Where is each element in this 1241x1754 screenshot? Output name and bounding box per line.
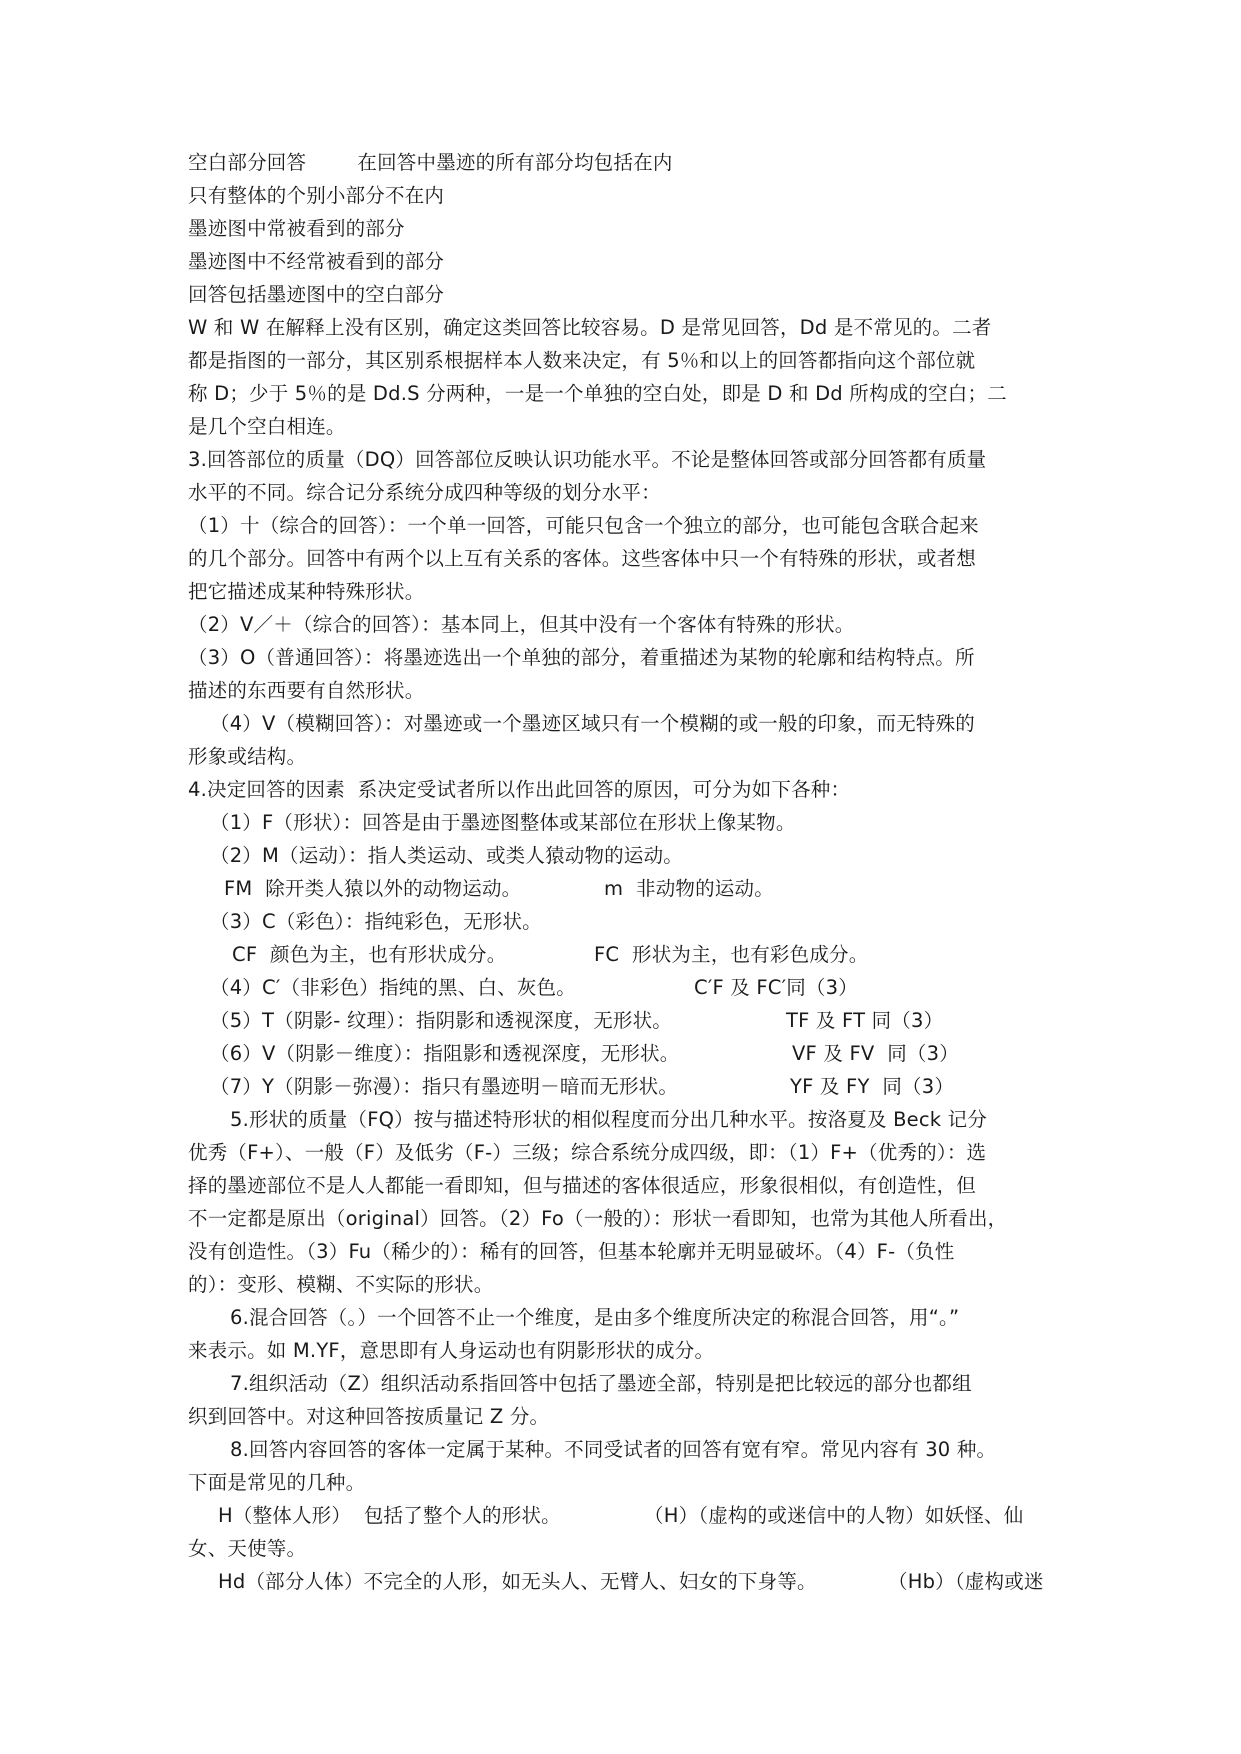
- text-line: 的几个部分。回答中有两个以上互有关系的客体。这些客体中只一个有特殊的形状，或者想: [188, 547, 977, 570]
- text-line: 只有整体的个别小部分不在内: [188, 184, 445, 207]
- text-line: 4.决定回答的因素 系决定受试者所以作出此回答的原因，可分为如下各种：: [188, 778, 851, 801]
- text-line: （H）（虚构的或迷信中的人物）如妖怪、仙: [644, 1504, 1024, 1527]
- text-line: （4）V（模糊回答）：对墨迹或一个墨迹区域只有一个模糊的或一般的印象，而无特殊的: [210, 712, 975, 735]
- text-line: 称 D；少于 5％的是 Dd.S 分两种，一是一个单独的空白处，即是 D 和 Dd 所构成的空白；二: [188, 382, 1007, 405]
- text-line: （1）十（综合的回答）：一个单一回答，可能只包含一个独立的部分，也可能包含联合起来: [188, 514, 979, 537]
- text-line: 的）：变形、模糊、不实际的形状。: [188, 1273, 494, 1296]
- text-line: C′F 及 FC′同（3）: [694, 976, 858, 999]
- text-line: （6）V（阴影－维度）：指阻影和透视深度，无形状。: [210, 1042, 680, 1065]
- text-line: 优秀（F+）、一般（F）及低劣（F-）三级；综合系统分成四级，即：（1）F+（优秀的）：选: [188, 1141, 987, 1164]
- text-line: 5.形状的质量（FQ）按与描述特形状的相似程度而分出几种水平。按洛夏及 Beck 记分: [230, 1108, 988, 1131]
- text-line: （2）M（运动）：指人类运动、或类人猿动物的运动。: [210, 844, 683, 867]
- text-line: 描述的东西要有自然形状。: [188, 679, 425, 702]
- text-line: CF 颜色为主，也有形状成分。: [232, 943, 507, 966]
- text-line: 织到回答中。对这种回答按质量记 Z 分。: [188, 1405, 550, 1428]
- text-line: 8.回答内容回答的客体一定属于某种。不同受试者的回答有宽有窄。常见内容有 30 种。: [230, 1438, 997, 1461]
- text-line: （2）V／＋（综合的回答）：基本同上，但其中没有一个客体有特殊的形状。: [188, 613, 855, 636]
- text-line: （Hb）（虚构或迷: [888, 1570, 1044, 1593]
- text-line: H（整体人形） 包括了整个人的形状。: [218, 1504, 561, 1527]
- text-line: FC 形状为主，也有彩色成分。: [594, 943, 869, 966]
- text-line: YF 及 FY 同（3）: [790, 1075, 955, 1098]
- text-line: 6.混合回答（。）一个回答不止一个维度，是由多个维度所决定的称混合回答，用“。”: [230, 1306, 960, 1329]
- text-line: Hd（部分人体）不完全的人形，如无头人、无臂人、妇女的下身等。: [218, 1570, 817, 1593]
- text-line: 把它描述成某种特殊形状。: [188, 580, 425, 603]
- text-line: 择的墨迹部位不是人人都能一看即知，但与描述的客体很适应，形象很相似，有创造性，但: [188, 1174, 977, 1197]
- text-line: 来表示。如 M.YF，意思即有人身运动也有阴影形状的成分。: [188, 1339, 715, 1362]
- text-line: 墨迹图中不经常被看到的部分: [188, 250, 445, 273]
- text-line: 没有创造性。（3）Fu（稀少的）：稀有的回答，但基本轮廓并无明显破坏。（4）F-（负性: [188, 1240, 955, 1263]
- text-line: TF 及 FT 同（3）: [786, 1009, 944, 1032]
- text-line: （4）C′（非彩色）指纯的黑、白、灰色。: [210, 976, 576, 999]
- text-line: 墨迹图中常被看到的部分: [188, 217, 405, 240]
- text-line: FM 除开类人猿以外的动物运动。: [224, 877, 522, 900]
- text-line: VF 及 FV 同（3）: [792, 1042, 959, 1065]
- text-line: 空白部分回答 在回答中墨迹的所有部分均包括在内: [188, 151, 673, 174]
- text-line: （1）F（形状）：回答是由于墨迹图整体或某部位在形状上像某物。: [210, 811, 796, 834]
- text-line: 女、天使等。: [188, 1537, 307, 1560]
- text-line: （3）C（彩色）：指纯彩色，无形状。: [210, 910, 542, 933]
- text-line: 是几个空白相连。: [188, 415, 346, 438]
- text-line: m 非动物的运动。: [604, 877, 774, 900]
- text-line: 7.组织活动（Z）组织活动系指回答中包括了墨迹全部，特别是把比较远的部分也都组: [230, 1372, 972, 1395]
- text-line: 回答包括墨迹图中的空白部分: [188, 283, 445, 306]
- text-line: 3.回答部位的质量（DQ）回答部位反映认识功能水平。不论是整体回答或部分回答都有质量: [188, 448, 987, 471]
- text-line: （7）Y（阴影－弥漫）：指只有墨迹明－暗而无形状。: [210, 1075, 679, 1098]
- text-line: 都是指图的一部分，其区别系根据样本人数来决定，有 5％和以上的回答都指向这个部位就: [188, 349, 976, 372]
- text-line: 水平的不同。综合记分系统分成四种等级的划分水平：: [188, 481, 661, 504]
- text-line: 下面是常见的几种。: [188, 1471, 366, 1494]
- text-line: W 和 W 在解释上没有区别，确定这类回答比较容易。D 是常见回答，Dd 是不常见的。二者: [188, 316, 992, 339]
- text-line: 不一定都是原出（original）回答。（2）Fo（一般的）：形状一看即知，也常为其他人所看出，: [188, 1207, 1008, 1230]
- text-line: 形象或结构。: [188, 745, 307, 768]
- text-line: （5）T（阴影- 纹理）：指阴影和透视深度，无形状。: [210, 1009, 673, 1032]
- text-line: （3）O（普通回答）：将墨迹选出一个单独的部分，着重描述为某物的轮廓和结构特点。所: [188, 646, 975, 669]
